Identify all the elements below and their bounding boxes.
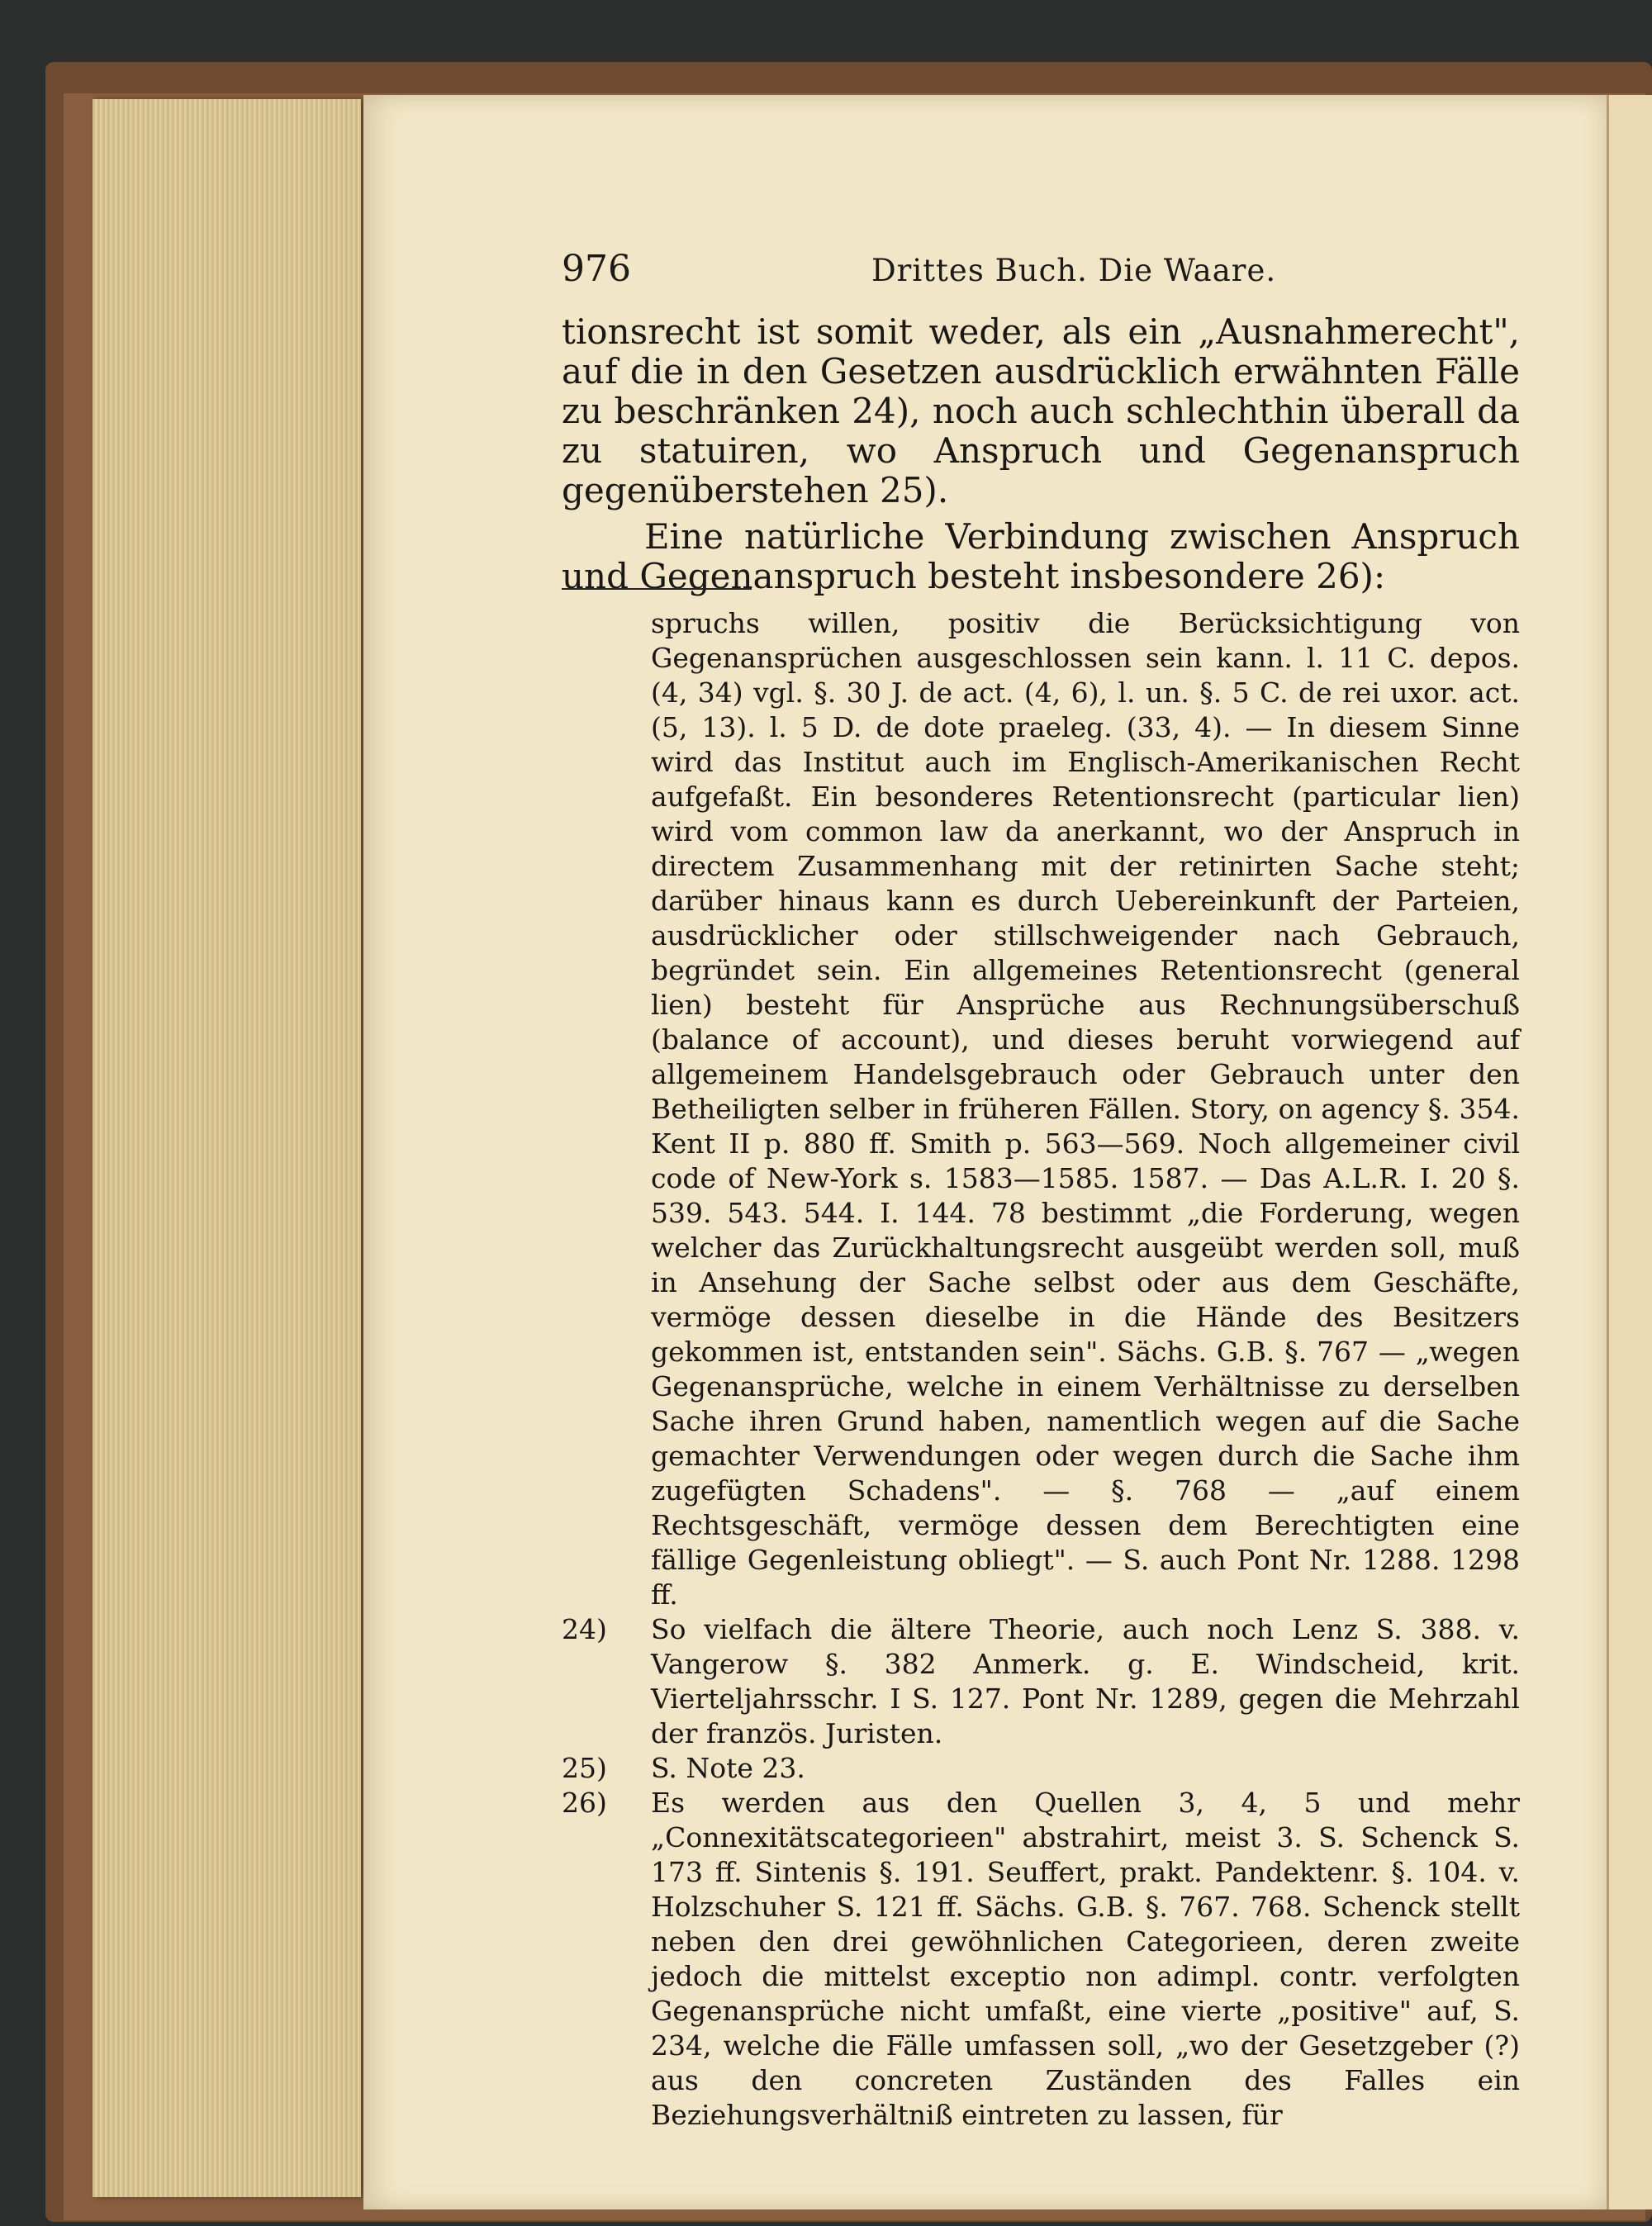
next-page-edge: [1607, 95, 1652, 2209]
footnote-continuation: spruchs willen, positiv die Berücksichtigung von Gegenansprüchen ausgeschlossen sein kann. l. 11 C. depos. (4, 34) vgl. §. 30 J. de act. (4, 6), l. un. §. 5 C. de rei uxor. act. (5, 13). l. 5 D. de dote praeleg. (33, 4). — In diesem Sinne wird das Institut auch im Englisch-Amerikanischen Recht aufgefaßt. Ein besonderes Retentionsrecht (particular lien) wird vom common law da anerkannt, wo der Anspruch in directem Zusammenhang mit der retinirten Sache steht; darüber hinaus kann es durch Uebereinkunft der Parteien, ausdrücklicher oder stillschweigender nach Gebrauch, begründet sein. Ein allgemeines Retentionsrecht (general lien) besteht für Ansprüche aus Rechnungsüberschuß (balance of account), und dieses beruht vorwiegend auf allgemeinem Handelsgebrauch oder Gebrauch unter den Betheiligten selber in früheren Fällen. Story, on agency §. 354. Kent II p. 880 ff. Smith p. 563—569. Noch allgemeiner civil code of New-York s. 1583—1585. 1587. — Das A.L.R. I. 20 §. 539. 543. 544. I. 144. 78 bestimmt „die Forderung, wegen welcher das Zurückhaltungsrecht ausgeübt werden soll, muß in Ansehung der Sache selbst oder aus dem Geschäfte, vermöge dessen dieselbe in die Hände des Besitzers gekommen ist, entstanden sein". Sächs. G.B. §. 767 — „wegen Gegenansprüche, welche in einem Verhältnisse zu derselben Sache ihren Grund haben, namentlich wegen auf die Sache gemachter Verwendungen oder wegen durch die Sache ihm zugefügten Schadens". — §. 768 — „auf einem Rechtsgeschäft, vermöge dessen dem Berechtigten eine fällige Gegenleistung obliegt". — S. auch Pont Nr. 1288. 1298 ff.: [651, 607, 1520, 1611]
running-head: Drittes Buch. Die Waare.: [871, 253, 1277, 288]
body-text: [562, 312, 1520, 596]
body-paragraph-2: Eine natürliche Verbindung zwischen Anspruch und Gegenanspruch besteht insbesondere 26):: [562, 516, 1520, 596]
page-edges: [93, 99, 361, 2197]
footnote-text: S. Note 23.: [651, 1752, 805, 1784]
footnote-number: 25): [562, 1752, 607, 1784]
footnotes: [562, 606, 1520, 2133]
footnote-24: [562, 1612, 1520, 1751]
footnote-text: So vielfach die ältere Theorie, auch noch Lenz S. 388. v. Vangerow §. 382 Anmerk. g. E. Windscheid, krit. Vierteljahrsschr. I S. 127. Pont Nr. 1289, gegen die Mehrzahl der französ. Juristen.: [651, 1613, 1520, 1749]
body-paragraph-1: tionsrecht ist somit weder, als ein „Ausnahmerecht", auf die in den Gesetzen ausdrücklich erwähnten Fälle zu beschränken 24), noch auch schlechthin überall da zu statuiren, wo Anspruch und Gegenanspruch gegenüberstehen 25).: [562, 311, 1520, 510]
footnote-26: [562, 1786, 1520, 2133]
footnote-text: Es werden aus den Quellen 3, 4, 5 und mehr „Connexitätscategorieen" abstrahirt, meist 3. S. Schenck S. 173 ff. Sintenis §. 191. Seuffert, prakt. Pandektenr. §. 104. v. Holzschuher S. 121 ff. Sächs. G.B. §. 767. 768. Schenck stellt neben den drei gewöhnlichen Categorieen, deren zweite jedoch die mittelst exceptio non adimpl. contr. verfolgten Gegenansprüche nicht umfaßt, eine vierte „positive" auf, S. 234, welche die Fälle umfassen soll, „wo der Gesetzgeber (?) aus den concreten Zuständen des Falles ein Beziehungsverhältniß eintreten zu lassen, für: [651, 1787, 1520, 2131]
page-header: [562, 248, 1520, 297]
footnote-number: 24): [562, 1613, 607, 1645]
page-number: 976: [562, 248, 631, 290]
footnote-25: [562, 1751, 1520, 1786]
footnote-rule: [562, 588, 752, 590]
footnote-number: 26): [562, 1787, 607, 1819]
